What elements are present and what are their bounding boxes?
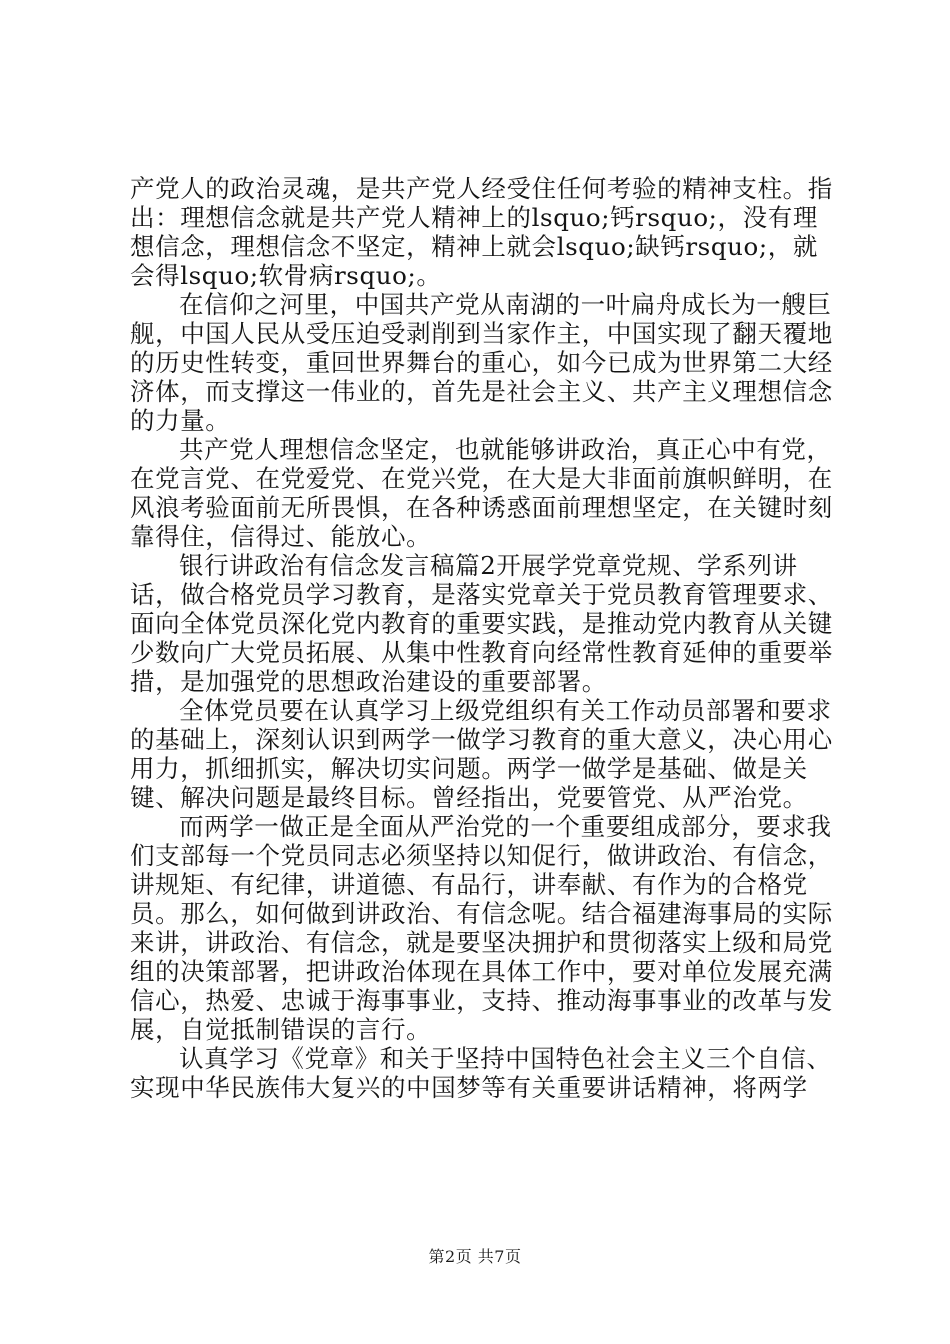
page-number-footer: 第2页 共7页 [428,1247,522,1266]
paragraph-7: 认真学习《党章》和关于坚持中国特色社会主义三个自信、实现中华民族伟大复兴的中国梦等有关重要讲话精神，将两学 [130,1044,832,1102]
paragraph-3: 共产党人理想信念坚定，也就能够讲政治，真正心中有党，在党言党、在党爱党、在党兴党，在大是大非面前旗帜鲜明，在风浪考验面前无所畏惧，在各种诱惑面前理想坚定，在关键时刻靠得住，信得过、能放心。 [130,435,833,551]
paragraph-2: 在信仰之河里，中国共产党从南湖的一叶扁舟成长为一艘巨舰，中国人民从受压迫受剥削到当家作主，中国实现了翻天覆地的历史性转变，重回世界舞台的重心，如今已成为世界第二大经济体，而支撑这一伟业的，首先是社会主义、共产主义理想信念的力量。 [130,290,833,435]
paragraph-5: 全体党员要在认真学习上级党组织有关工作动员部署和要求的基础上，深刻认识到两学一做学习教育的重大意义，决心用心用力，抓细抓实，解决切实问题。两学一做学是基础、做是关键、解决问题是最终目标。曾经指出，党要管党、从严治党。 [130,696,833,812]
paragraph-1: 产党人的政治灵魂，是共产党人经受住任何考验的精神支柱。指出：理想信念就是共产党人精神上的lsquo;钙rsquo;，没有理想信念，理想信念不坚定，精神上就会lsquo;缺钙rsquo;，就会得lsquo;软骨病rsquo;。 [130,174,833,290]
paragraph-6: 而两学一做正是全面从严治党的一个重要组成部分，要求我们支部每一个党员同志必须坚持以知促行，做讲政治、有信念，讲规矩、有纪律，讲道德、有品行，讲奉献、有作为的合格党员。那么，如何做到讲政治、有信念呢。结合福建海事局的实际来讲，讲政治、有信念，就是要坚决拥护和贯彻落实上级和局党组的决策部署，把讲政治体现在具体工作中，要对单位发展充满信心，热爱、忠诚于海事事业，支持、推动海事事业的改革与发展，自觉抵制错误的言行。 [130,812,833,1044]
document-body [130,174,838,1102]
paragraph-4: 银行讲政治有信念发言稿篇2开展学党章党规、学系列讲话，做合格党员学习教育，是落实党章关于党员教育管理要求、面向全体党员深化党内教育的重要实践，是推动党内教育从关键少数向广大党员拓展、从集中性教育向经常性教育延伸的重要举措，是加强党的思想政治建设的重要部署。 [130,551,833,696]
